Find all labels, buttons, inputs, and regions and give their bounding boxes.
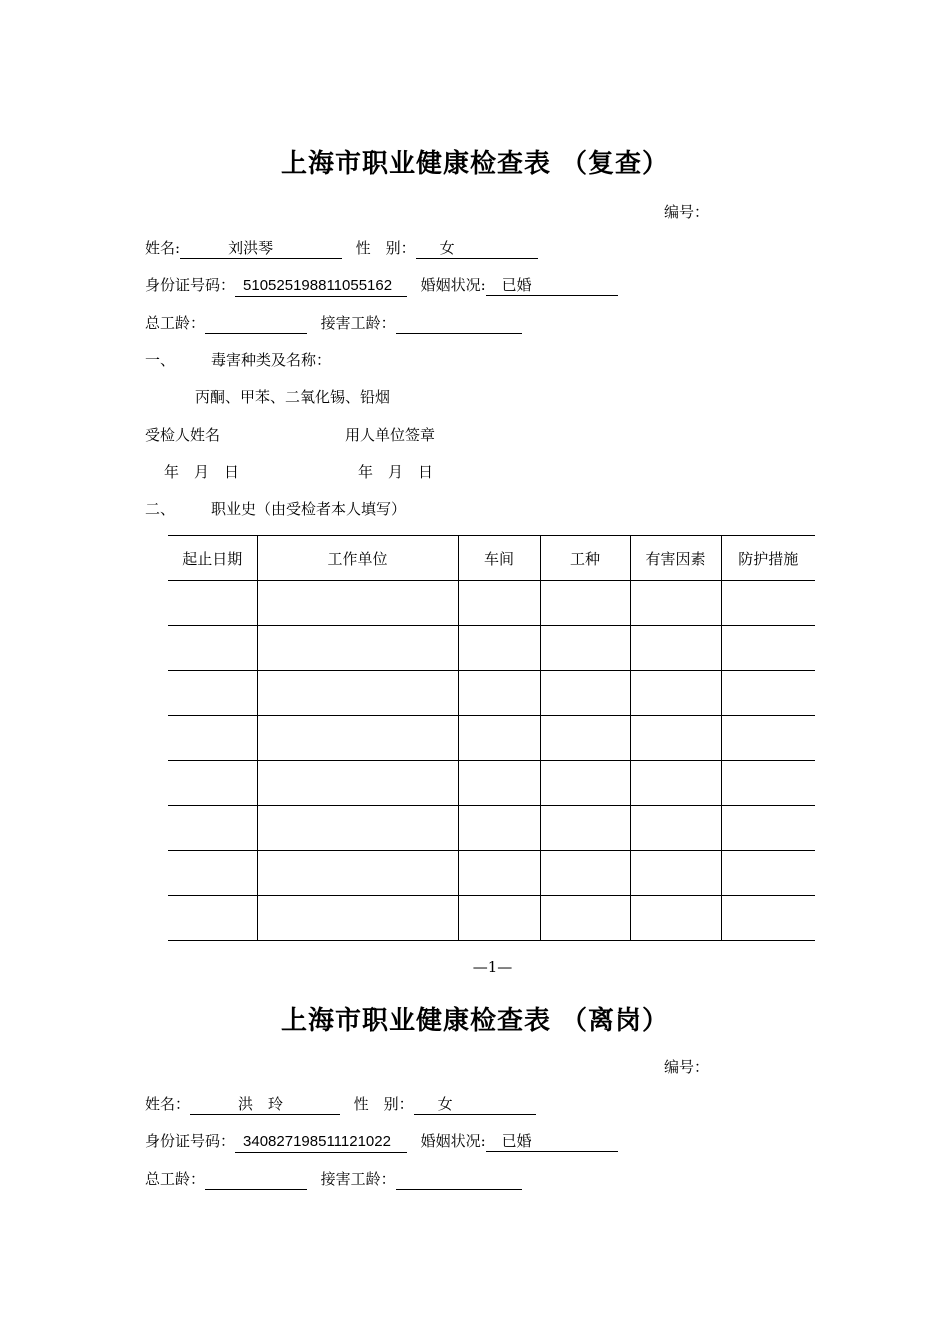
table-cell[interactable] [257, 671, 458, 716]
section2-title: 职业史（由受检者本人填写） [211, 500, 407, 518]
table-cell[interactable] [630, 806, 721, 851]
gender-value: 女 [437, 1095, 453, 1113]
table-cell[interactable] [458, 581, 540, 626]
date-right: 年 月 日 [358, 463, 434, 481]
toxins-text: 丙酮、甲苯、二氧化锡、铅烟 [195, 388, 391, 406]
table-cell[interactable] [721, 716, 815, 761]
name-field[interactable] [190, 1095, 340, 1115]
total-years-field[interactable] [205, 1170, 307, 1190]
form2-name-row [145, 1094, 536, 1115]
name-label: 姓名: [145, 239, 181, 257]
table-cell[interactable] [168, 896, 257, 941]
marital-value: 已婚 [501, 1132, 532, 1150]
section1-num: 一、 [145, 351, 176, 369]
table-cell[interactable] [721, 851, 815, 896]
gender-label: 性 别： [355, 239, 416, 257]
gender-field[interactable] [414, 1095, 536, 1115]
id-field[interactable] [235, 276, 407, 297]
name-value: 洪 玲 [238, 1095, 284, 1113]
table-cell[interactable] [168, 671, 257, 716]
table-row [168, 716, 815, 761]
id-label: 身份证号码： [145, 276, 236, 294]
header-job-type: 工种 [540, 536, 630, 581]
table-cell[interactable] [168, 851, 257, 896]
table-cell[interactable] [721, 671, 815, 716]
gender-field[interactable] [416, 239, 538, 259]
work-history-table [168, 535, 815, 941]
table-cell[interactable] [257, 806, 458, 851]
form1-number-label: 编号： [664, 203, 710, 221]
table-cell[interactable] [630, 896, 721, 941]
table-cell[interactable] [458, 896, 540, 941]
table-cell[interactable] [168, 626, 257, 671]
marital-label: 婚姻状况: [420, 1132, 486, 1150]
table-cell[interactable] [257, 761, 458, 806]
name-label: 姓名： [145, 1095, 191, 1113]
exposure-years-label: 接害工龄： [320, 1170, 396, 1188]
table-cell[interactable] [257, 896, 458, 941]
table-cell[interactable] [540, 716, 630, 761]
table-cell[interactable] [458, 851, 540, 896]
table-cell[interactable] [458, 761, 540, 806]
page-number: —1— [472, 958, 513, 976]
table-cell[interactable] [630, 626, 721, 671]
table-cell[interactable] [630, 716, 721, 761]
table-cell[interactable] [458, 626, 540, 671]
table-cell[interactable] [630, 851, 721, 896]
table-cell[interactable] [540, 581, 630, 626]
form1-title: 上海市职业健康检查表 （复查） [280, 149, 670, 179]
table-cell[interactable] [257, 851, 458, 896]
exposure-years-field[interactable] [396, 1170, 522, 1190]
table-row [168, 581, 815, 626]
table-cell[interactable] [458, 806, 540, 851]
id-field[interactable] [235, 1132, 407, 1153]
table-cell[interactable] [540, 671, 630, 716]
table-cell[interactable] [721, 896, 815, 941]
table-cell[interactable] [540, 806, 630, 851]
marital-value: 已婚 [501, 276, 532, 294]
table-row [168, 851, 815, 896]
form1-years-row [145, 313, 522, 334]
id-value: 510525198811055162 [243, 277, 393, 294]
table-cell[interactable] [721, 626, 815, 671]
table-cell[interactable] [630, 581, 721, 626]
marital-label: 婚姻状况: [420, 276, 486, 294]
marital-field[interactable] [486, 1132, 618, 1152]
table-cell[interactable] [257, 716, 458, 761]
total-years-label: 总工龄： [145, 314, 206, 332]
header-employer: 工作单位 [257, 536, 458, 581]
form1-name-row [145, 238, 538, 259]
exposure-years-label: 接害工龄： [320, 314, 396, 332]
table-row [168, 671, 815, 716]
form2-id-row [145, 1131, 618, 1153]
date-left: 年 月 日 [164, 463, 240, 481]
gender-label: 性 别： [353, 1095, 414, 1113]
table-cell[interactable] [168, 806, 257, 851]
id-label: 身份证号码： [145, 1132, 236, 1150]
exposure-years-field[interactable] [396, 314, 522, 334]
form2-years-row [145, 1169, 522, 1190]
total-years-field[interactable] [205, 314, 307, 334]
employer-label: 用人单位签章 [345, 426, 436, 444]
table-cell[interactable] [458, 671, 540, 716]
table-cell[interactable] [721, 806, 815, 851]
marital-field[interactable] [486, 276, 618, 296]
table-row [168, 626, 815, 671]
table-header-row [168, 536, 815, 581]
table-cell[interactable] [458, 716, 540, 761]
table-row [168, 896, 815, 941]
section1-title: 毒害种类及名称： [211, 351, 332, 369]
table-cell[interactable] [540, 896, 630, 941]
header-workshop: 车间 [458, 536, 540, 581]
table-cell[interactable] [540, 761, 630, 806]
table-cell[interactable] [721, 581, 815, 626]
id-value: 340827198511121022 [243, 1133, 391, 1150]
table-cell[interactable] [630, 761, 721, 806]
table-cell[interactable] [257, 581, 458, 626]
name-field[interactable] [180, 239, 342, 259]
gender-value: 女 [439, 239, 455, 257]
table-cell[interactable] [540, 626, 630, 671]
table-row [168, 806, 815, 851]
table-cell[interactable] [630, 671, 721, 716]
total-years-label: 总工龄： [145, 1170, 206, 1188]
header-protection: 防护措施 [721, 536, 815, 581]
table-cell[interactable] [257, 626, 458, 671]
examinee-label: 受检人姓名 [145, 426, 221, 444]
table-cell[interactable] [168, 716, 257, 761]
header-hazards: 有害因素 [630, 536, 721, 581]
section2-num: 二、 [145, 500, 176, 518]
header-period: 起止日期 [168, 536, 257, 581]
name-value: 刘洪琴 [228, 239, 274, 257]
form2-number-label: 编号： [664, 1058, 710, 1076]
form1-id-row [145, 275, 618, 297]
table-cell[interactable] [540, 851, 630, 896]
table-cell[interactable] [168, 761, 257, 806]
table-cell[interactable] [721, 761, 815, 806]
form2-title: 上海市职业健康检查表 （离岗） [280, 1006, 670, 1036]
table-cell[interactable] [168, 581, 257, 626]
table-row [168, 761, 815, 806]
